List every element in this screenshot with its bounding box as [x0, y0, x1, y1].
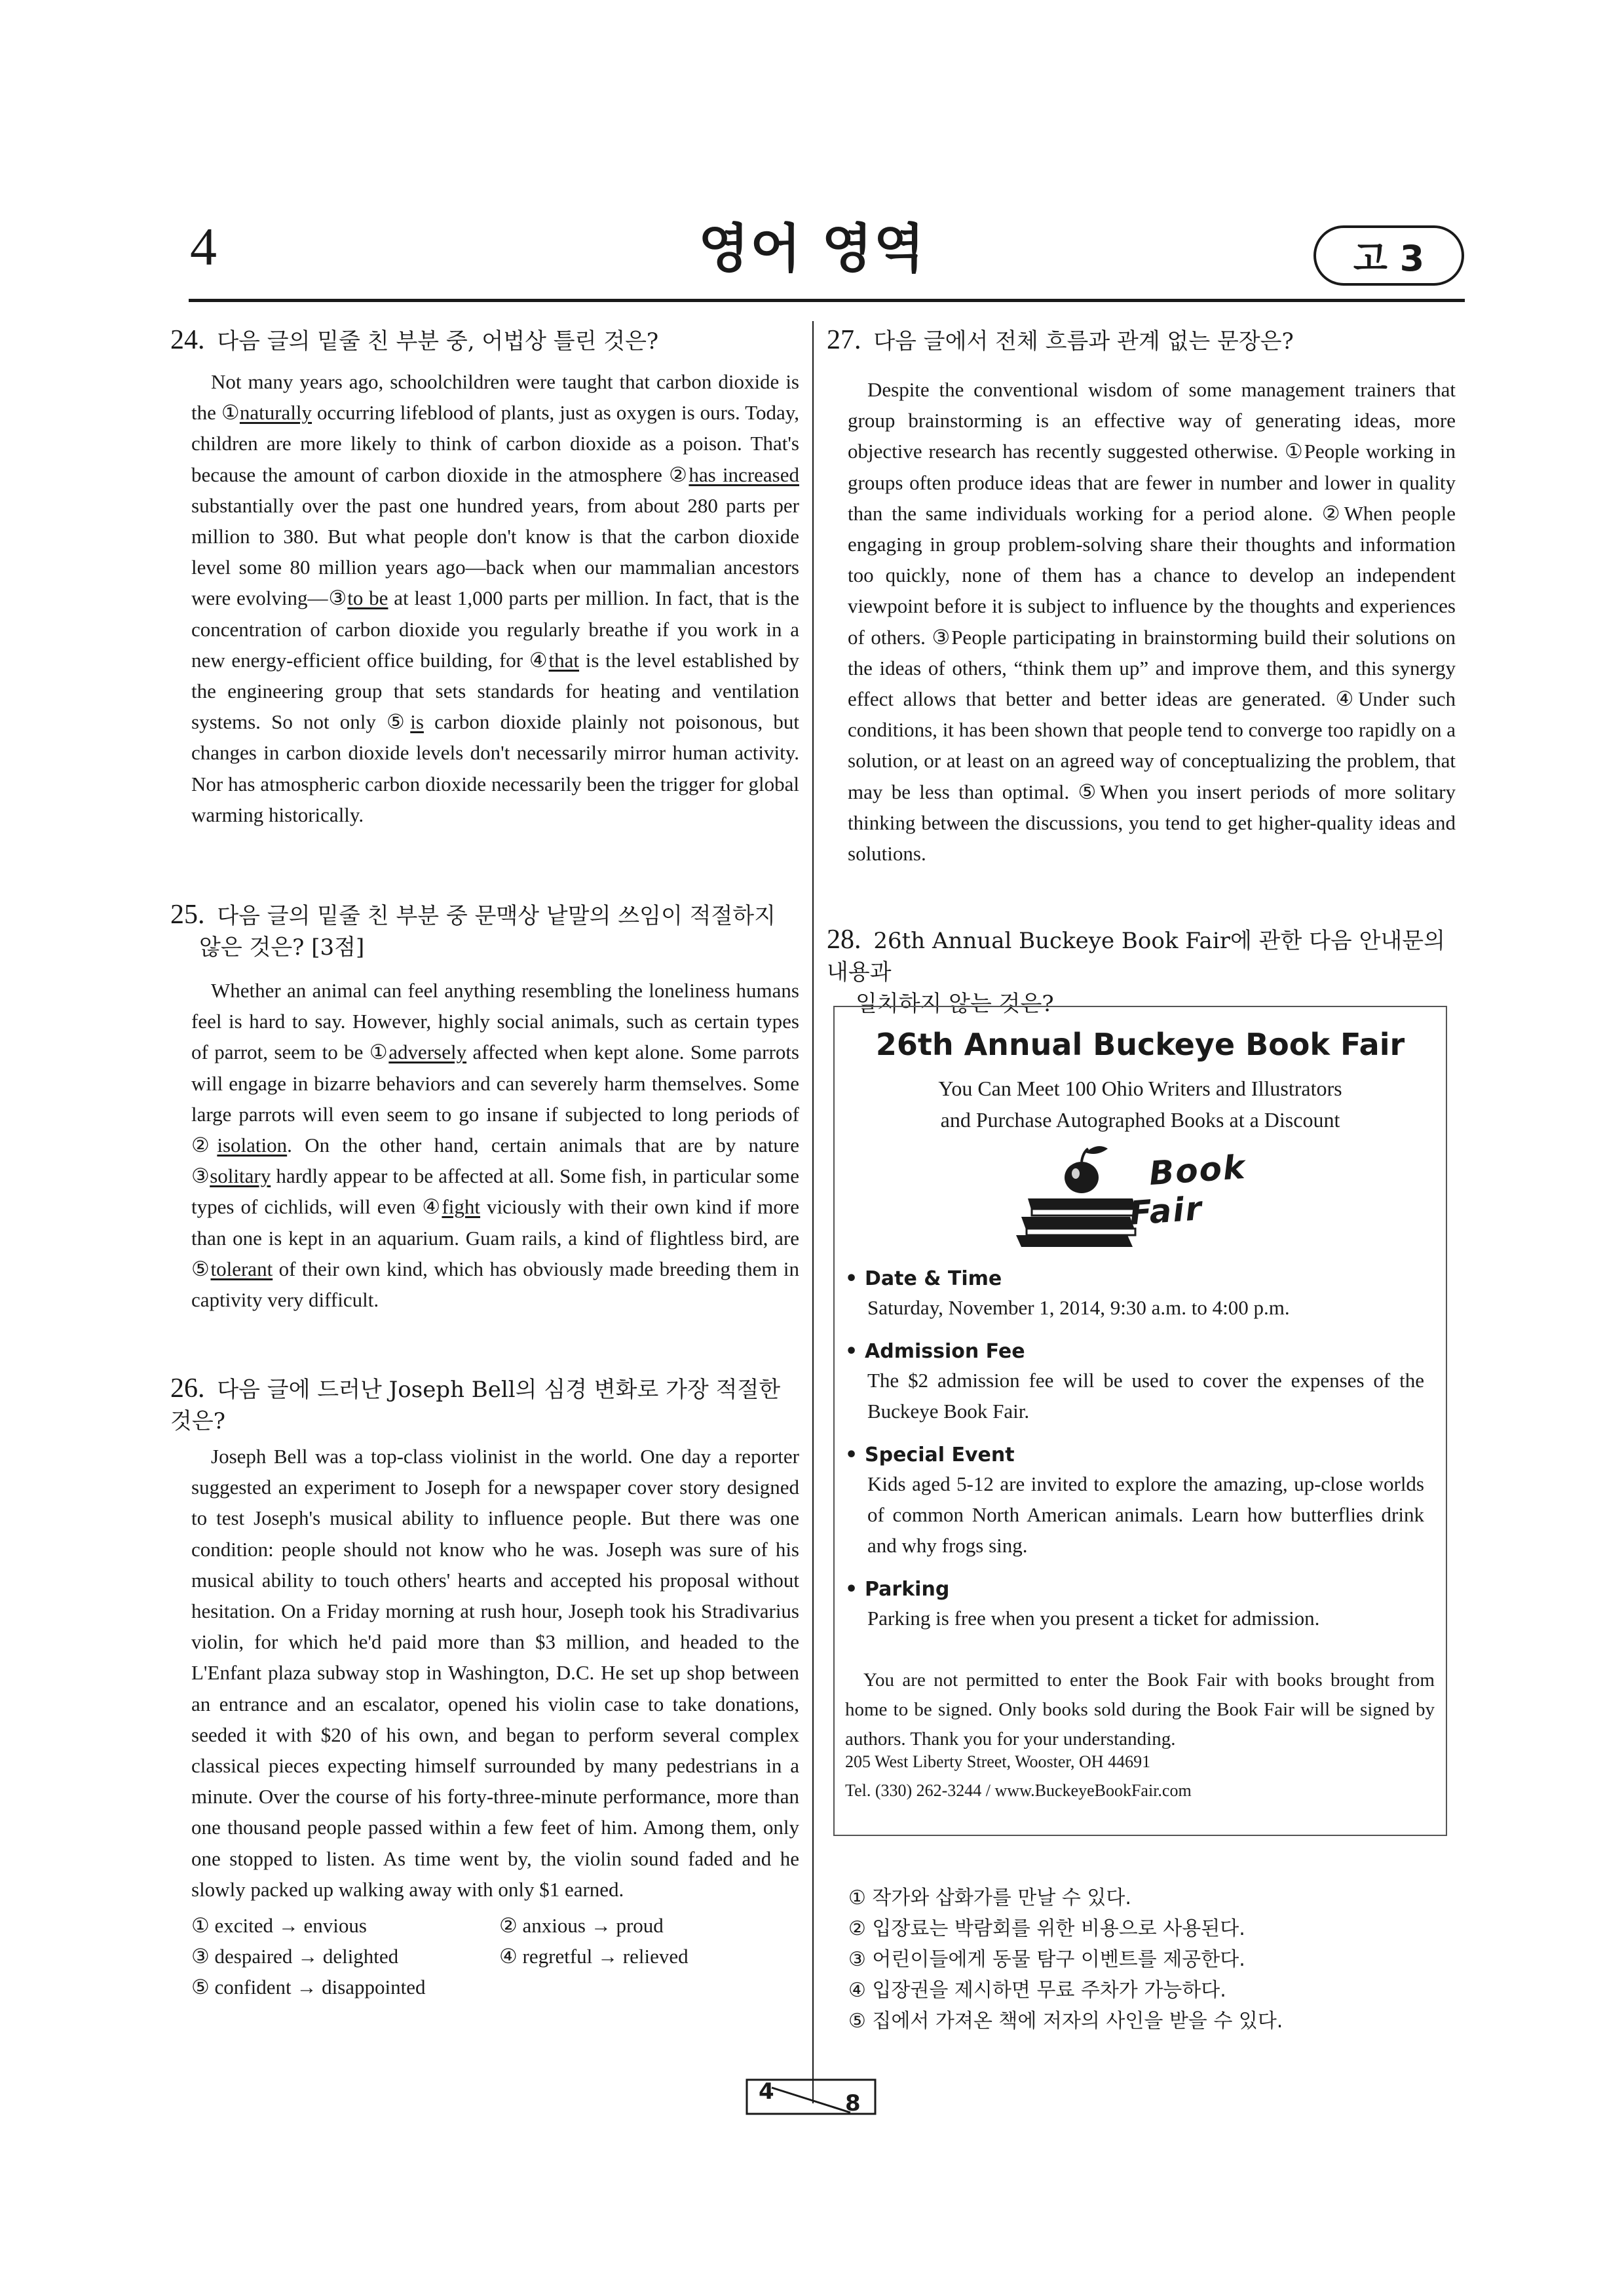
choice-1[interactable]: ① excited → envious	[191, 1914, 367, 1938]
question-27	[827, 324, 1456, 869]
question-number: 27.	[827, 325, 861, 355]
section-heading: • Parking	[845, 1577, 1435, 1603]
question-text: 다음 글의 밑줄 친 부분 중, 어법상 틀린 것은?	[217, 328, 659, 354]
section-body: Parking is free when you present a ticket for admission.	[867, 1607, 1320, 1630]
question-24-prompt	[170, 324, 799, 357]
section-body: Saturday, November 1, 2014, 9:30 a.m. to 4:00 p.m.	[867, 1296, 1290, 1319]
question-26	[170, 1373, 799, 2002]
notice-phone-web: Tel. (330) 262-3244 / www.BuckeyeBookFair.com	[845, 1781, 1192, 1800]
question-25-passage: Whether an animal can feel anything resembling the loneliness humans feel is hard to say. However, highly social animals, such as certain types of parrot, seem to be ①adversely affected when kept alone. Some parrots will engage in bizarre behaviors and can severely harm themselves. Some large parrots will even seem to go insane if subjected to long periods of ②isolation. On the other hand, certain animals that are by nature ③solitary hardly appear to be affected at all. Some fish, in particular some types of cichlids, will even ④fight viciously with their own kind if more than one is kept in an aquarium. Guam rails, a kind of flightless bird, are ⑤tolerant of their own kind, which has obviously made breeding them in captivity very difficult.	[191, 979, 800, 1312]
page-mark-current: 4	[759, 2078, 774, 2105]
section-heading: • Date & Time	[845, 1266, 1435, 1292]
question-24-passage: Not many years ago, schoolchildren were taught that carbon dioxide is the ①naturally occurring lifeblood of plants, just as oxygen is ours. Today, children are more likely to think of carbon dioxide as a poison. That's because the amount of carbon dioxide in the atmosphere ②has increased substantially over the past one hundred years, from about 280 parts per million to 380. But what people don't know is that the carbon dioxide level some 80 million years ago—back when our mammalian ancestors were evolving—③to be at least 1,000 parts per million. In fact, that is the concentration of carbon dioxide you regularly breathe if you work in a new energy-efficient office building, for ④that is the level established by the engineering group that sets standards for heating and ventilation systems. So not only ⑤is carbon dioxide plainly not poisonous, but changes in carbon dioxide levels don't necessarily mirror human activity. Nor has atmospheric carbon dioxide necessarily been the trigger for global warming historically.	[191, 370, 800, 826]
choice-3[interactable]: ③ despaired → delighted	[191, 1945, 399, 1968]
choice-4[interactable]: ④ regretful → relieved	[499, 1945, 689, 1968]
question-text: 26th Annual Buckeye Book Fair에 관한 다음 안내문의 내용과	[827, 928, 1445, 985]
question-number: 24.	[170, 325, 205, 355]
question-26-passage: Joseph Bell was a top-class violinist in the world. One day a reporter suggested an experiment to Joseph for a newspaper cover story designed to test Joseph's musical ability to influence people. But there was one condition: people should not know who he was. Joseph was sure of his musical ability to touch others' hearts and accepted his proposal without hesitation. On a Friday morning at rush hour, Joseph took his Stradivarius violin, for which he'd paid more than $3 million, and headed to the L'Enfant plaza subway stop in Washington, D.C. He set up shop between an entrance and an escalator, opened his violin case to take donations, seeded it with $20 of his own, and began to perform several complex classical pieces expecting himself surrounded by many pedestrians in a minute. Over the course of his forty-three-minute performance, more than one thousand people passed within a few feet of him. Among them, only one stopped to listen. As time went by, the violin sound faded and he slowly packed up walking away with only $1 earned.	[191, 1445, 799, 1901]
choice-4[interactable]: ④ 입장권을 제시하면 무료 주차가 가능하다.	[848, 1979, 1226, 2002]
choice-2[interactable]: ② 입장료는 박람회를 위한 비용으로 사용된다.	[848, 1917, 1245, 1940]
page-mark	[746, 2078, 877, 2120]
page-number: 4	[190, 217, 217, 277]
book-fair-logo	[1002, 1138, 1277, 1250]
question-26-choices	[170, 1910, 799, 2002]
underlined-word: to be	[347, 586, 388, 610]
notice-contact	[845, 1748, 1192, 1805]
bullet-icon: •	[845, 1340, 858, 1363]
bullet-icon: •	[845, 1267, 858, 1290]
choice-3[interactable]: ③ 어린이들에게 동물 탐구 이벤트를 제공한다.	[848, 1948, 1245, 1971]
grade-badge: 고 3	[1313, 225, 1464, 286]
notice-title: 26th Annual Buckeye Book Fair	[875, 1027, 1405, 1062]
logo-text-book: Book	[1148, 1147, 1247, 1193]
question-text: 다음 글의 밑줄 친 부분 중 문맥상 낱말의 쓰임이 적절하지	[217, 903, 776, 929]
book-fair-notice	[833, 1006, 1447, 1836]
notice-footer: You are not permitted to enter the Book Fair with books brought from home to be signed. Only books sold during the Book Fair will be signed by authors. Thank you for your understanding.	[845, 1670, 1435, 1750]
notice-section-parking	[845, 1577, 1435, 1634]
choice-5[interactable]: ⑤ confident → disappointed	[191, 1976, 426, 1999]
underlined-word: tolerant	[210, 1257, 273, 1280]
section-heading: • Admission Fee	[845, 1339, 1435, 1365]
notice-section-event	[845, 1442, 1435, 1561]
notice-subtitle-line: and Purchase Autographed Books at a Discount	[940, 1108, 1340, 1132]
notice-subtitle	[835, 1073, 1446, 1136]
page-title: 영어 영역	[698, 218, 926, 279]
bullet-icon: •	[845, 1578, 858, 1601]
underlined-word: has increased	[689, 463, 799, 486]
question-26-prompt	[170, 1373, 799, 1437]
choice-2[interactable]: ② anxious → proud	[499, 1914, 664, 1938]
bullet-icon: •	[845, 1444, 858, 1466]
underlined-word: solitary	[210, 1164, 271, 1188]
notice-address: 205 West Liberty Street, Wooster, OH 44691	[845, 1752, 1151, 1771]
question-number: 26.	[170, 1373, 205, 1404]
question-25-prompt	[170, 899, 799, 963]
question-text: 다음 글에서 전체 흐름과 관계 없는 문장은?	[873, 328, 1294, 354]
question-28-choices	[848, 1883, 1451, 2037]
notice-sections	[845, 1266, 1435, 1634]
question-text: 다음 글에 드러난 Joseph Bell의 심경 변화로 가장 적절한 것은?	[170, 1377, 781, 1434]
section-body: Kids aged 5-12 are invited to explore the amazing, up-close worlds of common North American animals. Learn how butterflies drink and why frogs sing.	[867, 1472, 1424, 1557]
question-25	[170, 899, 799, 1315]
underlined-word: fight	[442, 1195, 481, 1219]
page-mark-total: 8	[845, 2090, 861, 2116]
underlined-word: that	[548, 648, 580, 672]
logo-text-fair: Fair	[1128, 1189, 1204, 1233]
question-text-cont: 일치하지 않는 것은?	[856, 991, 1054, 1017]
notice-subtitle-line: You Can Meet 100 Ohio Writers and Illustrators	[938, 1077, 1342, 1100]
choice-5[interactable]: ⑤ 집에서 가져온 책에 저자의 사인을 받을 수 있다.	[848, 2010, 1283, 2033]
question-number: 25.	[170, 900, 205, 930]
question-24	[170, 324, 799, 830]
question-27-passage: Despite the conventional wisdom of some management trainers that group brainstorming is an effective way of generating ideas, more objective research has recently suggested otherwise. ①People working in groups often produce ideas that are fewer in number and lower in quality than the same individuals working for a period alone. ②When people engaging in group problem-solving share their thoughts and information too quickly, none of them has a chance to develop an independent viewpoint before it is subject to influence by the thoughts and experiences of others. ③People participating in brainstorming build their solutions on the ideas of others, “think them up” and improve them, and this synergy effect allows that better and better ideas are generated. ④Under such conditions, it has been shown that people tend to converge too rapidly on a solution, or at least on an agreed way of conceptualizing the problem, that may be less than optimal. ⑤When you insert periods of more solitary thinking between the discussions, you tend to get higher-quality ideas and solutions.	[848, 378, 1456, 866]
question-number: 28.	[827, 925, 861, 955]
section-heading: • Special Event	[845, 1442, 1435, 1468]
notice-section-fee	[845, 1339, 1435, 1426]
underlined-word: isolation	[217, 1134, 288, 1157]
question-27-prompt	[827, 324, 1456, 357]
header-rule	[189, 299, 1465, 302]
question-text-cont: 않은 것은? [3점]	[199, 934, 365, 961]
underlined-word: adversely	[388, 1041, 467, 1064]
choice-1[interactable]: ① 작가와 삽화가를 만날 수 있다.	[848, 1886, 1131, 1909]
underlined-word: is	[410, 710, 424, 734]
section-body: The $2 admission fee will be used to cover the expenses of the Buckeye Book Fair.	[867, 1369, 1424, 1423]
column-divider	[812, 321, 814, 2103]
underlined-word: naturally	[239, 401, 312, 425]
notice-section-date	[845, 1266, 1435, 1323]
